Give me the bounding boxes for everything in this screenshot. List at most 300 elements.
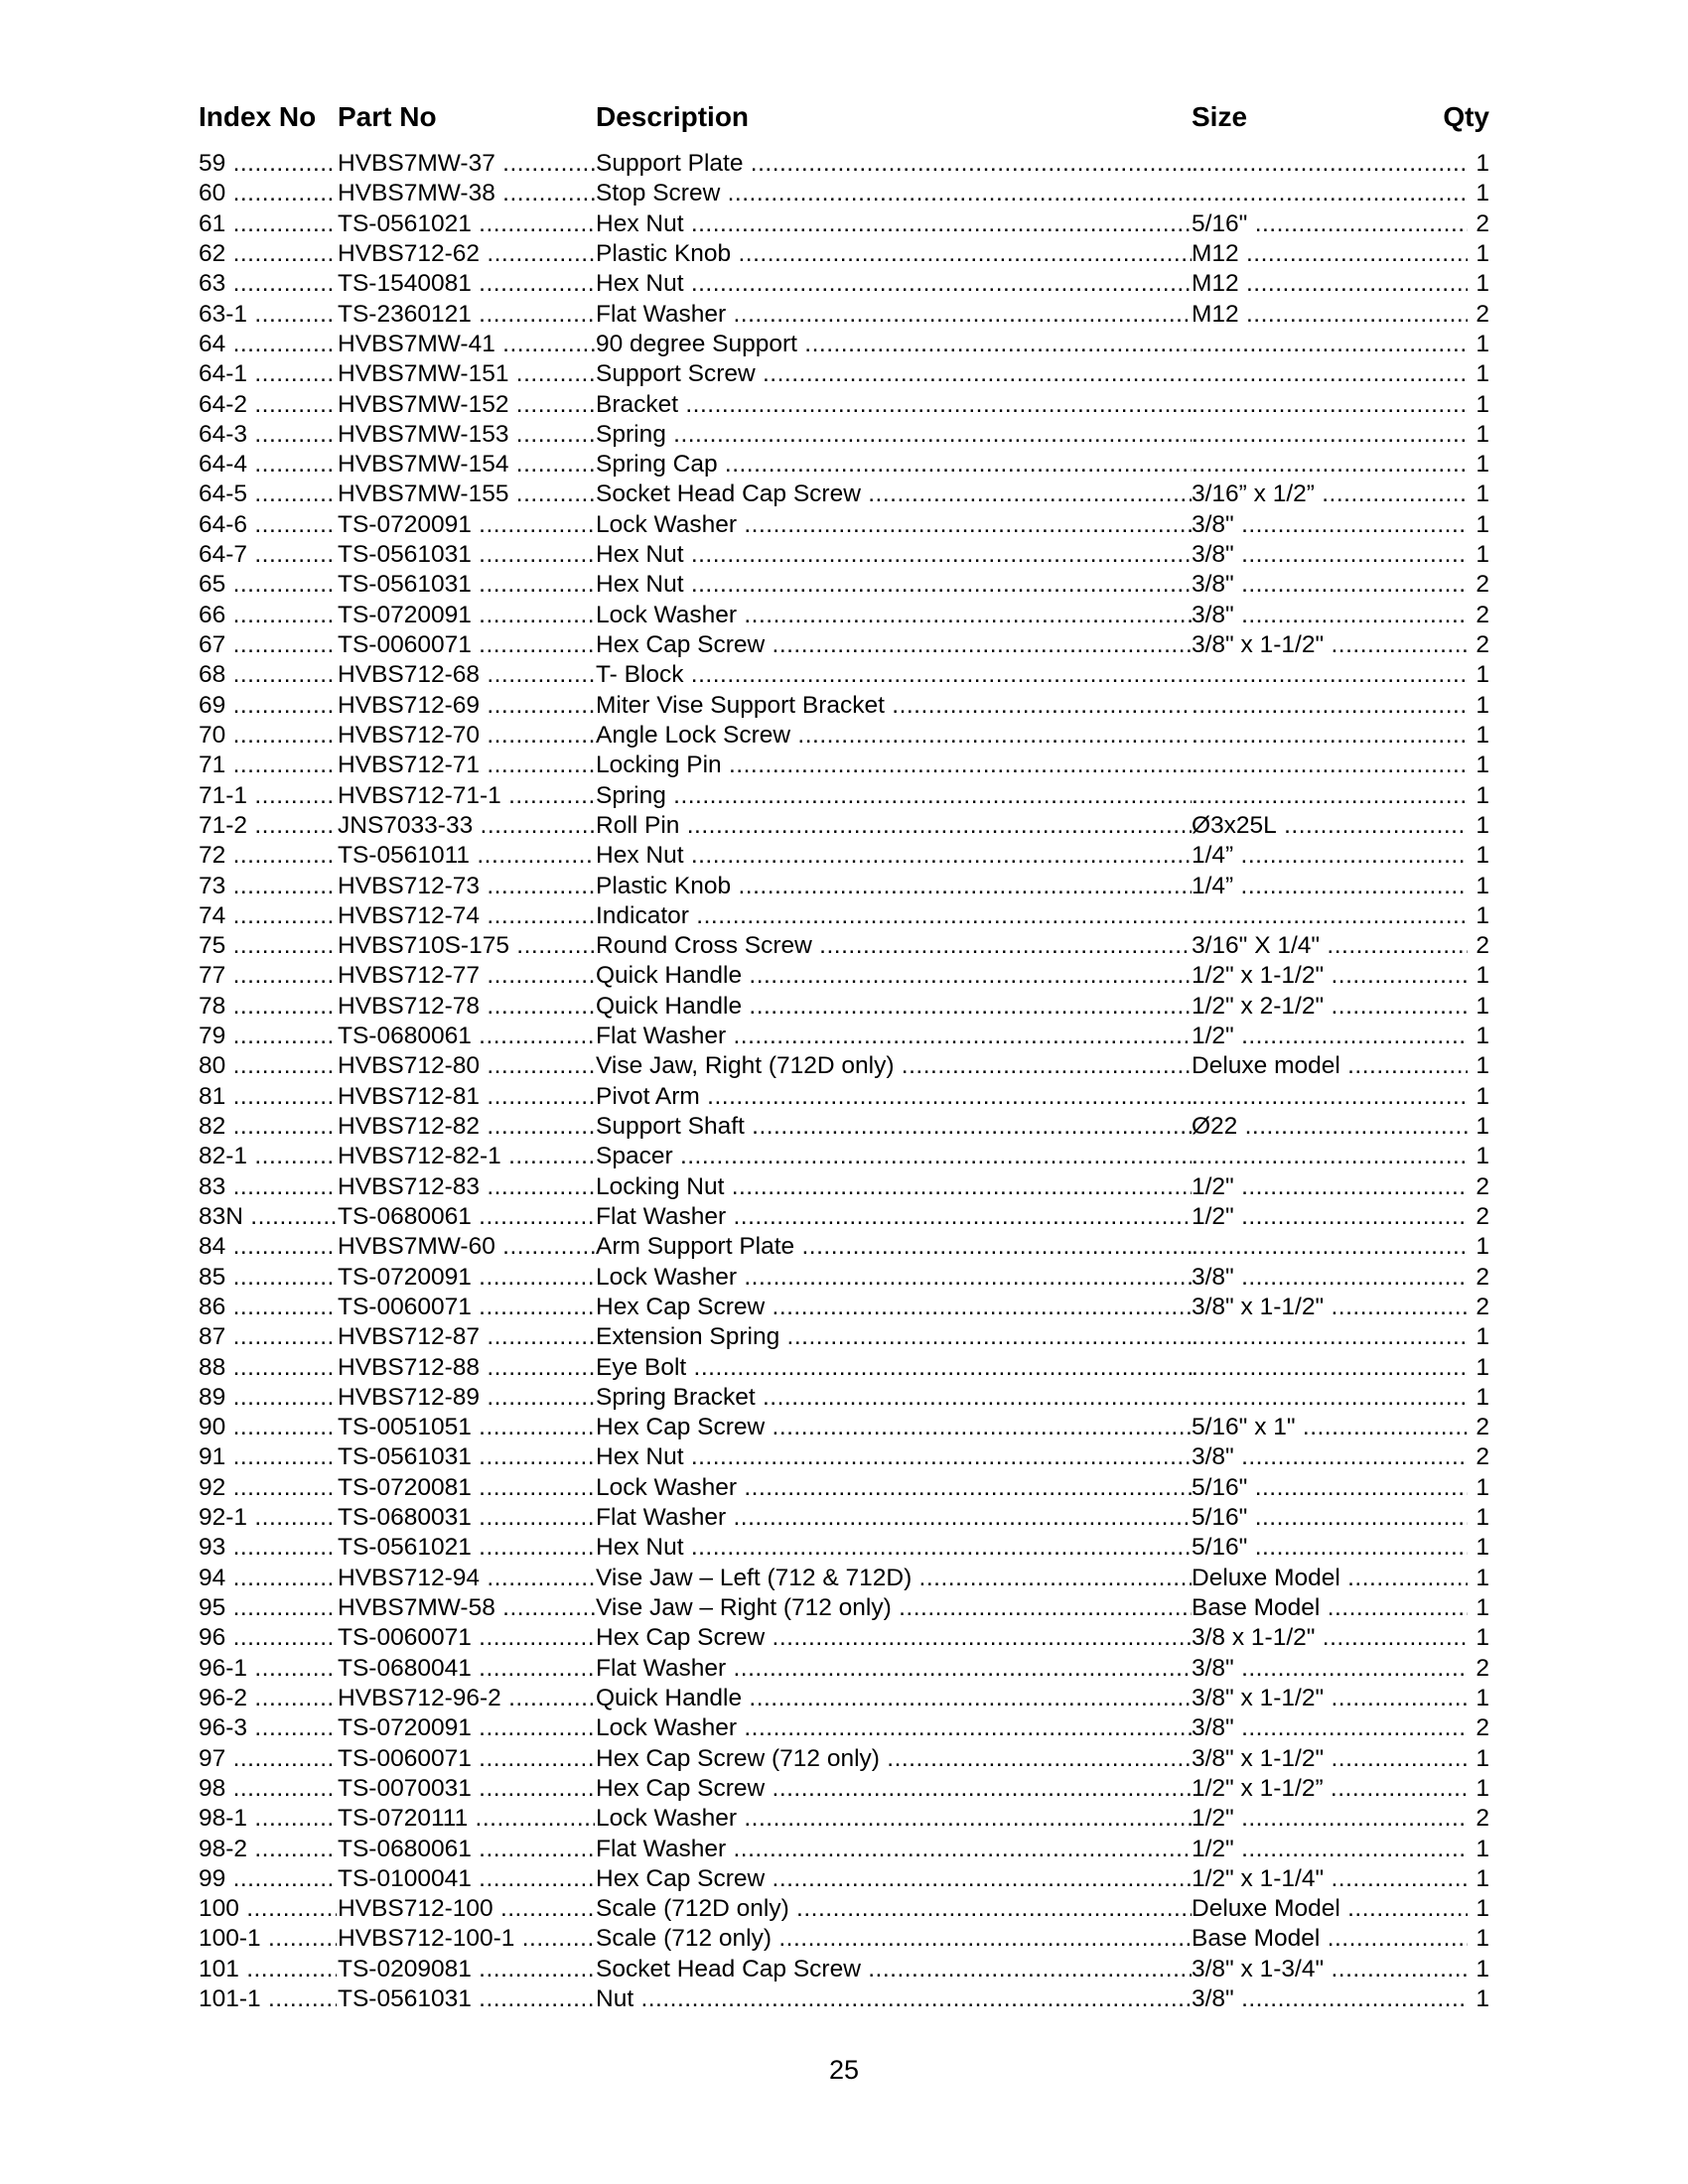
cell-index-no: 84 ..... [199, 1232, 337, 1262]
cell-description: Hex Cap Screw ..... [596, 1864, 1192, 1894]
table-row [199, 1051, 1489, 1081]
cell-index-no: 63-1 ..... [199, 300, 337, 330]
cell-size [1192, 390, 1468, 420]
cell-part-no: HVBS712-71-1 ..... [338, 781, 595, 811]
cell-qty: 1 [1476, 751, 1489, 779]
cell-part-no: HVBS712-82 ..... [338, 1112, 595, 1142]
cell-index-no: 90 ..... [199, 1413, 337, 1442]
cell-size: 3/8" x 1-3/4" ..... [1192, 1955, 1468, 1984]
cell-description: Support Screw ..... [596, 359, 1192, 389]
cell-description: Roll Pin ..... [596, 811, 1192, 841]
cell-part-no: HVBS712-82-1 ..... [338, 1142, 595, 1171]
cell-part-no: HVBS7MW-60 ..... [338, 1232, 595, 1262]
cell-description: Bracket ..... [596, 390, 1192, 420]
cell-qty: 2 [1476, 932, 1489, 960]
cell-qty: 1 [1476, 992, 1489, 1020]
table-row [199, 1835, 1489, 1864]
table-row [199, 1202, 1489, 1232]
cell-part-no: TS-1540081 ..... [338, 269, 595, 299]
cell-size [1192, 359, 1468, 389]
header-size: Size [1192, 101, 1248, 132]
header-qty: Qty [1443, 101, 1489, 132]
cell-qty: 1 [1476, 510, 1489, 538]
cell-description: Socket Head Cap Screw ..... [596, 1955, 1192, 1984]
cell-part-no: TS-0060071 ..... [338, 630, 595, 660]
cell-index-no: 96 ..... [199, 1623, 337, 1653]
cell-description: Spring ..... [596, 781, 1192, 811]
cell-description: Hex Nut ..... [596, 1533, 1192, 1563]
table-row [199, 691, 1489, 721]
cell-index-no: 71-2 ..... [199, 811, 337, 841]
cell-size: 3/8" ..... [1192, 1442, 1468, 1472]
cell-description: Eye Bolt ..... [596, 1353, 1192, 1383]
cell-description: Pivot Arm ..... [596, 1082, 1192, 1112]
cell-qty: 1 [1476, 1052, 1489, 1080]
cell-qty: 1 [1476, 1143, 1489, 1170]
cell-size: 5/16" x 1" ..... [1192, 1413, 1468, 1442]
table-row [199, 781, 1489, 811]
cell-size: 1/2" ..... [1192, 1172, 1468, 1202]
cell-index-no: 73 ..... [199, 872, 337, 901]
cell-size [1192, 691, 1468, 721]
cell-qty: 1 [1476, 1383, 1489, 1411]
cell-qty: 2 [1476, 1714, 1489, 1742]
cell-index-no: 89 ..... [199, 1383, 337, 1413]
header-description: Description [596, 101, 750, 132]
cell-size: 3/8" x 1-1/2" ..... [1192, 630, 1468, 660]
cell-size: 3/16” x 1/2” ..... [1192, 479, 1468, 509]
cell-part-no: TS-0720091 ..... [338, 510, 595, 540]
cell-qty: 1 [1476, 1925, 1489, 1953]
cell-description: Vise Jaw – Right (712 only) ..... [596, 1593, 1192, 1623]
cell-qty: 1 [1476, 901, 1489, 929]
table-row [199, 269, 1489, 299]
cell-qty: 1 [1476, 1955, 1489, 1982]
table-row [199, 1955, 1489, 1984]
cell-index-no: 77 ..... [199, 961, 337, 991]
cell-description: Hex Nut ..... [596, 570, 1192, 600]
cell-size: Deluxe Model ..... [1192, 1564, 1468, 1593]
table-row [199, 841, 1489, 871]
cell-index-no: 88 ..... [199, 1353, 337, 1383]
table-row [199, 1503, 1489, 1533]
cell-description: Hex Cap Screw ..... [596, 1774, 1192, 1804]
table-row [199, 1774, 1489, 1804]
cell-part-no: TS-0561031 ..... [338, 570, 595, 600]
cell-part-no: TS-0720081 ..... [338, 1473, 595, 1503]
cell-description: Scale (712D only) ..... [596, 1894, 1192, 1924]
cell-index-no: 93 ..... [199, 1533, 337, 1563]
cell-qty: 1 [1476, 1534, 1489, 1562]
cell-qty: 1 [1476, 1835, 1489, 1862]
cell-part-no: HVBS712-71 ..... [338, 751, 595, 780]
cell-part-no: TS-0720091 ..... [338, 1263, 595, 1293]
cell-qty: 1 [1476, 420, 1489, 448]
cell-part-no: TS-0561021 ..... [338, 209, 595, 239]
cell-description: Locking Nut ..... [596, 1172, 1192, 1202]
cell-description: Spring Bracket ..... [596, 1383, 1192, 1413]
cell-description: Plastic Knob ..... [596, 872, 1192, 901]
table-row [199, 570, 1489, 600]
cell-size [1192, 1142, 1468, 1171]
cell-qty: 2 [1476, 1414, 1489, 1441]
cell-part-no: TS-0561021 ..... [338, 1533, 595, 1563]
cell-size: 1/2" x 2-1/2" ..... [1192, 992, 1468, 1022]
cell-description: Flat Washer ..... [596, 1503, 1192, 1533]
cell-index-no: 65 ..... [199, 570, 337, 600]
cell-size: 1/2" ..... [1192, 1022, 1468, 1051]
cell-description: Support Shaft ..... [596, 1112, 1192, 1142]
cell-size: 3/8" x 1-1/2" ..... [1192, 1744, 1468, 1774]
cell-index-no: 70 ..... [199, 721, 337, 751]
cell-size: Base Model ..... [1192, 1924, 1468, 1954]
cell-description: Miter Vise Support Bracket ..... [596, 691, 1192, 721]
table-row [199, 300, 1489, 330]
cell-index-no: 64 ..... [199, 330, 337, 359]
cell-description: Flat Washer ..... [596, 300, 1192, 330]
table-row [199, 1564, 1489, 1593]
cell-part-no: HVBS7MW-38 ..... [338, 179, 595, 208]
cell-qty: 1 [1476, 1744, 1489, 1772]
table-row [199, 179, 1489, 208]
cell-part-no: TS-0680061 ..... [338, 1202, 595, 1232]
cell-part-no: HVBS712-74 ..... [338, 901, 595, 931]
cell-part-no: TS-0209081 ..... [338, 1955, 595, 1984]
cell-index-no: 62 ..... [199, 239, 337, 269]
cell-index-no: 68 ..... [199, 660, 337, 690]
cell-part-no: TS-0561031 ..... [338, 1984, 595, 2014]
cell-size [1192, 420, 1468, 450]
cell-qty: 2 [1476, 1263, 1489, 1291]
cell-part-no: HVBS7MW-151 ..... [338, 359, 595, 389]
cell-size [1192, 1082, 1468, 1112]
cell-part-no: TS-0680061 ..... [338, 1835, 595, 1864]
cell-qty: 1 [1476, 962, 1489, 990]
cell-description: Extension Spring ..... [596, 1322, 1192, 1352]
cell-index-no: 74 ..... [199, 901, 337, 931]
cell-part-no: HVBS712-83 ..... [338, 1172, 595, 1202]
cell-size: 3/8" ..... [1192, 540, 1468, 570]
cell-size: 5/16" ..... [1192, 1503, 1468, 1533]
cell-size [1192, 1353, 1468, 1383]
cell-index-no: 82 ..... [199, 1112, 337, 1142]
cell-part-no: HVBS7MW-37 ..... [338, 149, 595, 179]
cell-part-no: HVBS712-100 ..... [338, 1894, 595, 1924]
cell-qty: 1 [1476, 150, 1489, 177]
cell-index-no: 98-2 ..... [199, 1835, 337, 1864]
cell-index-no: 100-1 ..... [199, 1924, 337, 1954]
cell-size: 1/2" ..... [1192, 1804, 1468, 1834]
cell-size: 5/16" ..... [1192, 209, 1468, 239]
table-row [199, 1924, 1489, 1954]
cell-size: 5/16" ..... [1192, 1473, 1468, 1503]
cell-part-no: TS-0051051 ..... [338, 1413, 595, 1442]
table-row [199, 209, 1489, 239]
cell-index-no: 83 ..... [199, 1172, 337, 1202]
cell-index-no: 72 ..... [199, 841, 337, 871]
cell-part-no: TS-0070031 ..... [338, 1774, 595, 1804]
cell-part-no: HVBS712-96-2 ..... [338, 1684, 595, 1713]
cell-part-no: TS-0060071 ..... [338, 1623, 595, 1653]
table-row [199, 390, 1489, 420]
cell-qty: 2 [1476, 571, 1489, 599]
cell-index-no: 94 ..... [199, 1564, 337, 1593]
cell-index-no: 81 ..... [199, 1082, 337, 1112]
cell-part-no: TS-0561031 ..... [338, 540, 595, 570]
cell-part-no: TS-0680061 ..... [338, 1022, 595, 1051]
cell-qty: 2 [1476, 209, 1489, 237]
cell-description: Lock Washer ..... [596, 510, 1192, 540]
cell-index-no: 91 ..... [199, 1442, 337, 1472]
cell-part-no: TS-0680031 ..... [338, 1503, 595, 1533]
cell-index-no: 64-5 ..... [199, 479, 337, 509]
cell-qty: 2 [1476, 1443, 1489, 1471]
cell-qty: 1 [1476, 721, 1489, 749]
cell-qty: 1 [1476, 1624, 1489, 1652]
header-index-no: Index No [199, 101, 317, 132]
cell-part-no: JNS7033-33 ..... [338, 811, 595, 841]
cell-part-no: TS-0561011 ..... [338, 841, 595, 871]
table-row [199, 931, 1489, 961]
cell-size [1192, 450, 1468, 479]
cell-size: Deluxe model ..... [1192, 1051, 1468, 1081]
cell-qty: 2 [1476, 300, 1489, 328]
cell-part-no: HVBS712-81 ..... [338, 1082, 595, 1112]
cell-index-no: 67 ..... [199, 630, 337, 660]
cell-size: Base Model ..... [1192, 1593, 1468, 1623]
cell-qty: 1 [1476, 1594, 1489, 1621]
cell-description: Stop Screw ..... [596, 179, 1192, 208]
cell-index-no: 82-1 ..... [199, 1142, 337, 1171]
cell-description: Spacer ..... [596, 1142, 1192, 1171]
cell-description: Hex Cap Screw ..... [596, 1293, 1192, 1322]
table-row [199, 630, 1489, 660]
cell-index-no: 60 ..... [199, 179, 337, 208]
cell-part-no: TS-0720091 ..... [338, 1713, 595, 1743]
cell-qty: 1 [1476, 480, 1489, 508]
table-row [199, 901, 1489, 931]
table-row [199, 811, 1489, 841]
cell-qty: 1 [1476, 1895, 1489, 1923]
cell-qty: 1 [1476, 541, 1489, 569]
cell-qty: 1 [1476, 1113, 1489, 1140]
cell-description: Locking Pin ..... [596, 751, 1192, 780]
cell-description: Hex Nut ..... [596, 269, 1192, 299]
cell-part-no: TS-0720111 ..... [338, 1804, 595, 1834]
cell-qty: 1 [1476, 781, 1489, 809]
cell-size: 1/2" ..... [1192, 1202, 1468, 1232]
cell-qty: 1 [1476, 842, 1489, 870]
cell-part-no: HVBS712-87 ..... [338, 1322, 595, 1352]
cell-part-no: HVBS7MW-153 ..... [338, 420, 595, 450]
cell-size: Ø3x25L ..... [1192, 811, 1468, 841]
cell-part-no: TS-0060071 ..... [338, 1744, 595, 1774]
cell-size [1192, 901, 1468, 931]
cell-index-no: 98-1 ..... [199, 1804, 337, 1834]
table-row [199, 1112, 1489, 1142]
cell-index-no: 61 ..... [199, 209, 337, 239]
cell-part-no: HVBS712-88 ..... [338, 1353, 595, 1383]
cell-index-no: 75 ..... [199, 931, 337, 961]
cell-qty: 1 [1476, 1323, 1489, 1351]
cell-description: Hex Nut ..... [596, 540, 1192, 570]
cell-qty: 1 [1476, 1564, 1489, 1591]
table-row [199, 961, 1489, 991]
cell-description: Flat Washer ..... [596, 1202, 1192, 1232]
table-row [199, 721, 1489, 751]
cell-description: Lock Washer ..... [596, 1263, 1192, 1293]
table-row [199, 992, 1489, 1022]
cell-qty: 1 [1476, 1473, 1489, 1501]
cell-index-no: 101-1 ..... [199, 1984, 337, 2014]
cell-size: 3/16" X 1/4" ..... [1192, 931, 1468, 961]
table-row [199, 872, 1489, 901]
cell-qty: 1 [1476, 1353, 1489, 1381]
table-row [199, 1593, 1489, 1623]
table-row [199, 1713, 1489, 1743]
table-row [199, 1413, 1489, 1442]
cell-description: Hex Cap Screw ..... [596, 630, 1192, 660]
cell-index-no: 96-2 ..... [199, 1684, 337, 1713]
cell-description: Lock Washer ..... [596, 1713, 1192, 1743]
table-row [199, 1864, 1489, 1894]
cell-description: Hex Nut ..... [596, 1442, 1192, 1472]
cell-size: 1/4” ..... [1192, 841, 1468, 871]
cell-index-no: 64-1 ..... [199, 359, 337, 389]
cell-description: Lock Washer ..... [596, 1473, 1192, 1503]
cell-part-no: TS-0060071 ..... [338, 1293, 595, 1322]
cell-description: Indicator ..... [596, 901, 1192, 931]
cell-qty: 1 [1476, 691, 1489, 719]
cell-size: 3/8" ..... [1192, 1713, 1468, 1743]
cell-qty: 1 [1476, 661, 1489, 689]
cell-part-no: HVBS712-80 ..... [338, 1051, 595, 1081]
table-row [199, 601, 1489, 630]
cell-description: Flat Washer ..... [596, 1022, 1192, 1051]
cell-qty: 1 [1476, 1082, 1489, 1110]
cell-index-no: 59 ..... [199, 149, 337, 179]
cell-index-no: 96-3 ..... [199, 1713, 337, 1743]
cell-qty: 1 [1476, 1684, 1489, 1711]
cell-description: Socket Head Cap Screw ..... [596, 479, 1192, 509]
cell-part-no: TS-0720091 ..... [338, 601, 595, 630]
table-row [199, 1894, 1489, 1924]
table-row [199, 1804, 1489, 1834]
cell-size [1192, 330, 1468, 359]
cell-description: Hex Cap Screw ..... [596, 1623, 1192, 1653]
cell-description: Vise Jaw, Right (712D only) ..... [596, 1051, 1192, 1081]
table-row [199, 660, 1489, 690]
table-row [199, 1623, 1489, 1653]
cell-part-no: HVBS712-89 ..... [338, 1383, 595, 1413]
cell-qty: 1 [1476, 330, 1489, 357]
cell-part-no: HVBS712-78 ..... [338, 992, 595, 1022]
table-row [199, 1142, 1489, 1171]
cell-description: Lock Washer ..... [596, 1804, 1192, 1834]
cell-part-no: TS-2360121 ..... [338, 300, 595, 330]
cell-qty: 1 [1476, 1864, 1489, 1892]
cell-size: 1/2" x 1-1/4" ..... [1192, 1864, 1468, 1894]
table-row [199, 1293, 1489, 1322]
cell-index-no: 64-7 ..... [199, 540, 337, 570]
table-row [199, 1172, 1489, 1202]
cell-index-no: 92-1 ..... [199, 1503, 337, 1533]
table-row [199, 1383, 1489, 1413]
cell-qty: 1 [1476, 270, 1489, 298]
cell-index-no: 79 ..... [199, 1022, 337, 1051]
cell-description: Support Plate ..... [596, 149, 1192, 179]
cell-index-no: 92 ..... [199, 1473, 337, 1503]
table-row [199, 1442, 1489, 1472]
cell-description: Quick Handle ..... [596, 1684, 1192, 1713]
cell-index-no: 69 ..... [199, 691, 337, 721]
cell-qty: 2 [1476, 601, 1489, 628]
cell-index-no: 66 ..... [199, 601, 337, 630]
table-row [199, 1232, 1489, 1262]
table-row [199, 1263, 1489, 1293]
cell-size: 5/16" ..... [1192, 1533, 1468, 1563]
cell-description: Flat Washer ..... [596, 1654, 1192, 1684]
cell-qty: 2 [1476, 1172, 1489, 1200]
cell-description: 90 degree Support ..... [596, 330, 1192, 359]
cell-index-no: 95 ..... [199, 1593, 337, 1623]
cell-part-no: HVBS712-73 ..... [338, 872, 595, 901]
cell-size [1192, 660, 1468, 690]
cell-size [1192, 1232, 1468, 1262]
cell-qty: 1 [1476, 1233, 1489, 1261]
table-row [199, 1654, 1489, 1684]
cell-index-no: 78 ..... [199, 992, 337, 1022]
cell-part-no: HVBS7MW-155 ..... [338, 479, 595, 509]
cell-size: 3/8 x 1-1/2" ..... [1192, 1623, 1468, 1653]
cell-part-no: TS-0680041 ..... [338, 1654, 595, 1684]
cell-size: Deluxe Model ..... [1192, 1894, 1468, 1924]
cell-index-no: 99 ..... [199, 1864, 337, 1894]
cell-size: 1/2" x 1-1/2” ..... [1192, 1774, 1468, 1804]
cell-index-no: 87 ..... [199, 1322, 337, 1352]
cell-qty: 1 [1476, 1774, 1489, 1802]
cell-size: Ø22 ..... [1192, 1112, 1468, 1142]
table-row [199, 420, 1489, 450]
cell-size [1192, 149, 1468, 179]
parts-table [199, 149, 1489, 2014]
table-row [199, 239, 1489, 269]
cell-size: 3/8" ..... [1192, 1984, 1468, 2014]
cell-description: Quick Handle ..... [596, 961, 1192, 991]
header-part-no: Part No [338, 101, 437, 132]
cell-index-no: 101 ..... [199, 1955, 337, 1984]
cell-part-no: HVBS712-68 ..... [338, 660, 595, 690]
cell-part-no: HVBS712-69 ..... [338, 691, 595, 721]
table-row [199, 540, 1489, 570]
cell-part-no: HVBS7MW-41 ..... [338, 330, 595, 359]
cell-qty: 2 [1476, 1654, 1489, 1682]
cell-index-no: 98 ..... [199, 1774, 337, 1804]
table-row [199, 1353, 1489, 1383]
cell-qty: 2 [1476, 1202, 1489, 1230]
cell-part-no: HVBS7MW-58 ..... [338, 1593, 595, 1623]
cell-description: Vise Jaw – Left (712 & 712D) ..... [596, 1564, 1192, 1593]
table-row [199, 1022, 1489, 1051]
cell-description: Quick Handle ..... [596, 992, 1192, 1022]
cell-qty: 2 [1476, 1805, 1489, 1833]
cell-size: M12 ..... [1192, 269, 1468, 299]
cell-size [1192, 751, 1468, 780]
table-row [199, 330, 1489, 359]
cell-part-no: HVBS712-62 ..... [338, 239, 595, 269]
cell-qty: 1 [1476, 1504, 1489, 1532]
table-row [199, 149, 1489, 179]
